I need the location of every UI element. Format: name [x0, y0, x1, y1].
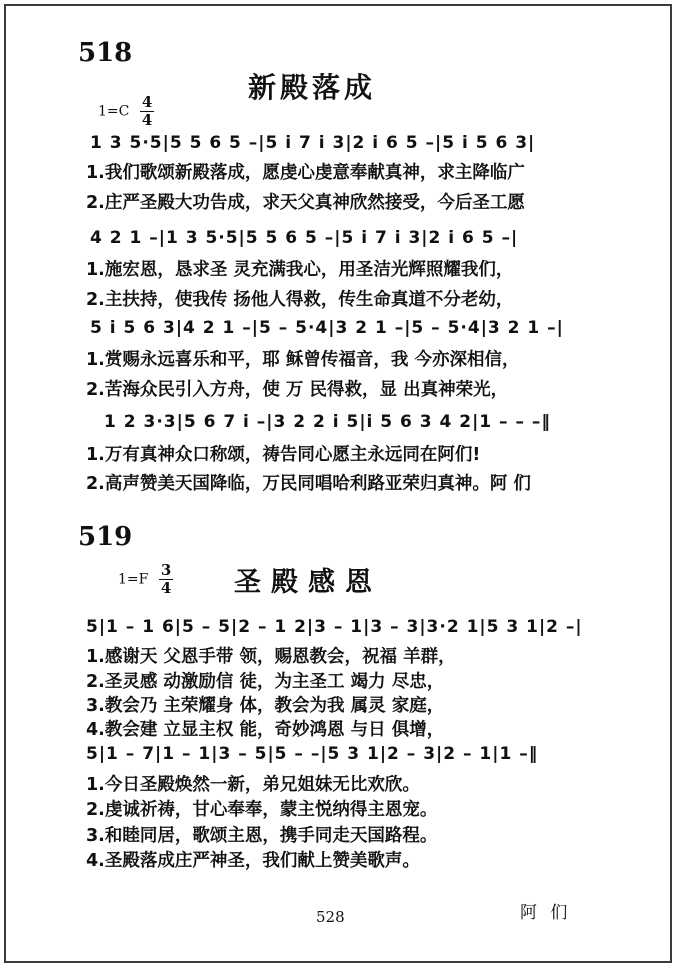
hymn-519-system-2-verse-3: 3.和睦同居，歌颂主恩，携手同走天国路程。: [86, 826, 438, 846]
page-number: 528: [316, 908, 345, 926]
hymn-518-system-1-verse-2: 2.庄严圣殿大功告成，求天父真神欣然接受，今后圣工愿: [86, 193, 525, 213]
hymn-519-system-2-verse-2: 2.虔诚祈祷，甘心奉奉，蒙主悦纳得主恩宠。: [86, 800, 438, 820]
hymn-518-system-1-verse-1: 1.我们歌颂新殿落成，愿虔心虔意奉献真神，求主降临广: [86, 163, 525, 183]
hymn-518-title: 新殿落成: [248, 71, 377, 104]
hymn-519-system-2-verse-1: 1.今日圣殿焕然一新，弟兄姐妹无比欢欣。: [86, 775, 420, 795]
hymn-518-system-2-verse-2: 2.主扶持，使我传 扬他人得救，传生命真道不分老幼，: [86, 290, 514, 310]
hymn-518-system-2-verse-1: 1.施宏恩，恳求圣 灵充满我心，用圣洁光辉照耀我们，: [86, 260, 514, 280]
hymn-519-system-2-verse-4: 4.圣殿落成庄严神圣，我们献上赞美歌声。: [86, 851, 420, 871]
hymn-518-system-4-verse-1: 1.万有真神众口称颂，祷告同心愿主永远同在阿们!: [86, 445, 481, 465]
hymn-518-time-bottom: 4: [141, 111, 153, 129]
hymn-519-system-1-verse-3: 3.教会乃 主荣耀身 体，教会为我 属灵 家庭，: [86, 696, 445, 716]
hymn-518-system-2-notation: 4 2 1 –|1 3 5·5|5 5 6 5 –|5 i 7 i 3|2 i 6 5 –|: [90, 228, 519, 248]
hymn-518-system-1-notation: 1 3 5·5|5 5 6 5 –|5 i 7 i 3|2 i 6 5 –|5 i 5 6 3|: [90, 133, 536, 153]
hymn-518-system-4-verse-2: 2.高声赞美天国降临，万民同唱哈利路亚荣归真神。阿 们: [86, 474, 531, 494]
hymn-518-system-3-verse-2: 2.苦海众民引入方舟，使 万 民得救，显 出真神荣光，: [86, 380, 509, 400]
hymn-518-key: 1=C: [98, 103, 130, 120]
hymn-519-number: 519: [78, 522, 133, 552]
hymn-518-system-4-notation: 1 2 3·3|5 6 7 i –|3 2 2 i 5|i 5 6 3 4 2|1 – – –‖: [104, 412, 551, 432]
hymn-519-system-1-notation: 5|1 – 1 6|5 – 5|2 – 1 2|3 – 1|3 – 3|3·2 1|5 3 1|2 –|: [86, 617, 583, 637]
hymn-519-time-top: 3: [160, 561, 172, 579]
hymn-519-system-2-notation: 5|1 – 7|1 – 1|3 – 5|5 – –|5 3 1|2 – 3|2 – 1|1 –‖: [86, 744, 539, 764]
hymn-518-time-signature: [140, 94, 154, 129]
hymn-518-number: 518: [78, 38, 133, 68]
hymn-518-key-signature: [98, 94, 154, 129]
hymn-519-key: 1=F: [118, 571, 149, 588]
hymn-518-system-3-verse-1: 1.赏赐永远喜乐和平，耶 稣曾传福音，我 今亦深相信，: [86, 350, 520, 370]
hymn-518-time-top: 4: [141, 93, 153, 111]
hymn-519-ending: 阿 们: [520, 903, 572, 923]
hymn-519-system-1-verse-2: 2.圣灵感 动激励信 徒，为主圣工 竭力 尽忠，: [86, 672, 445, 692]
hymn-519-title: 圣殿感恩: [234, 567, 382, 598]
hymn-519-key-signature: [118, 562, 173, 597]
hymn-519-system-1-verse-1: 1.感谢天 父恩手带 领，赐恩教会，祝福 羊群，: [86, 647, 456, 667]
hymn-519-system-1-verse-4: 4.教会建 立显主权 能，奇妙鸿恩 与日 俱增，: [86, 720, 445, 740]
hymn-519-time-signature: [159, 562, 173, 597]
hymn-519-time-bottom: 4: [160, 579, 172, 597]
hymn-518-system-3-notation: 5 i 5 6 3|4 2 1 –|5 – 5·4|3 2 1 –|5 – 5·4|3 2 1 –|: [90, 318, 564, 338]
